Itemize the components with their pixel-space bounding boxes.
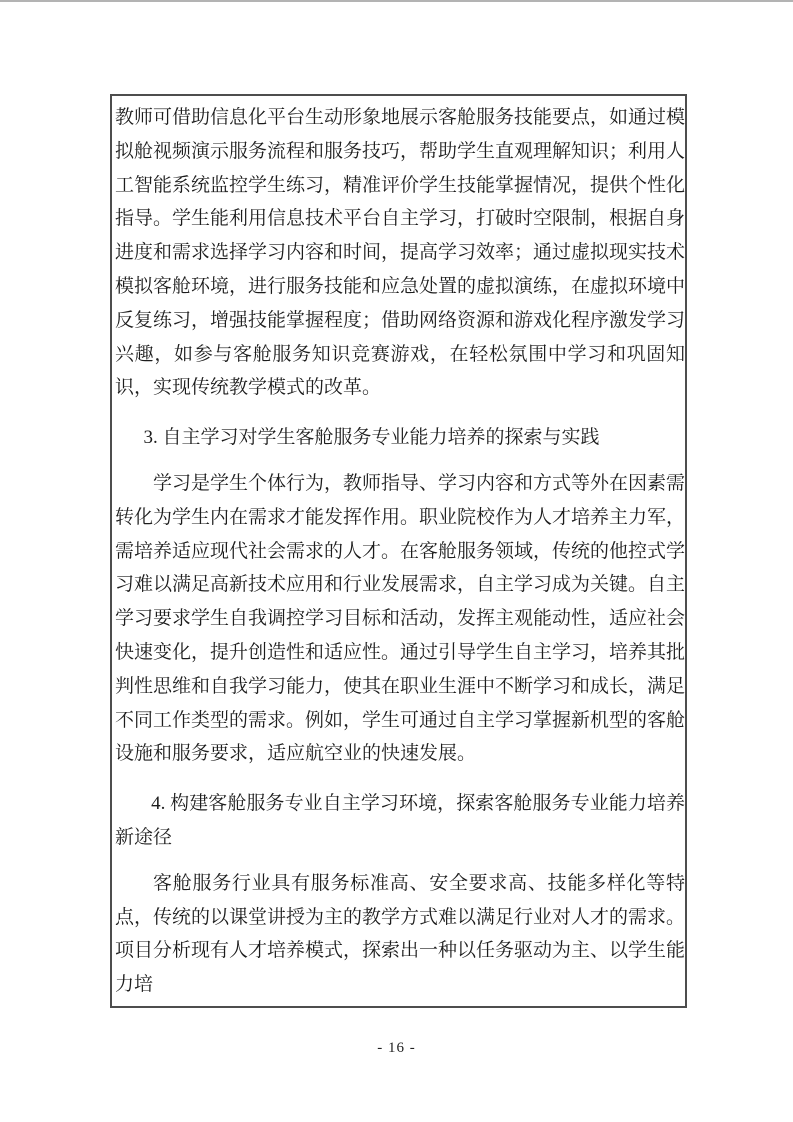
text-frame: [110, 94, 687, 1008]
body-paragraph-3: 客舱服务行业具有服务标准高、安全要求高、技能多样化等特点，传统的以课堂讲授为主的教学方式难以满足行业对人才的需求。项目分析现有人才培养模式，探索出一种以任务驱动为主、以学生能力培: [115, 872, 686, 996]
body-paragraph-2: 学习是学生个体行为，教师指导、学习内容和方式等外在因素需转化为学生内在需求才能发挥作用。职业院校作为人才培养主力军，需培养适应现代社会需求的人才。在客舱服务领域，传统的他控式学习难以满足高新技术应用和行业发展需求，自主学习成为关键。自主学习要求学生自我调控学习目标和活动，发挥主观能动性，适应社会快速变化，提升创造性和适应性。通过引导学生自主学习，培养其批判性思维和自我学习能力，使其在职业生涯中不断学习和成长，满足不同工作类型的需求。例如，学生可通过自主学习掌握新机型的客舱设施和服务要求，适应航空业的快速发展。: [115, 472, 686, 765]
screenshot-top-edge: [0, 0, 793, 2]
section-heading-4: 4. 构建客舱服务专业自主学习环境，探索客舱服务专业能力培养新途径: [115, 793, 685, 848]
section-heading-3: 3. 自主学习对学生客舱服务专业能力培养的探索与实践: [143, 427, 600, 449]
body-paragraph-1: 教师可借助信息化平台生动形象地展示客舱服务技能要点，如通过模拟舱视频演示服务流程和服务技巧，帮助学生直观理解知识；利用人工智能系统监控学生练习，精准评价学生技能掌握情况，提供个性化指导。学生能利用信息技术平台自主学习，打破时空限制，根据自身进度和需求选择学习内容和时间，提高学习效率；通过虚拟现实技术模拟客舱环境，进行服务技能和应急处置的虚拟演练，在虚拟环境中反复练习，增强技能掌握程度；借助网络资源和游戏化程序激发学习兴趣，如参与客舱服务知识竞赛游戏，在轻松氛围中学习和巩固知识，实现传统教学模式的改革。: [115, 107, 686, 399]
page-number: - 16 -: [377, 1040, 416, 1056]
